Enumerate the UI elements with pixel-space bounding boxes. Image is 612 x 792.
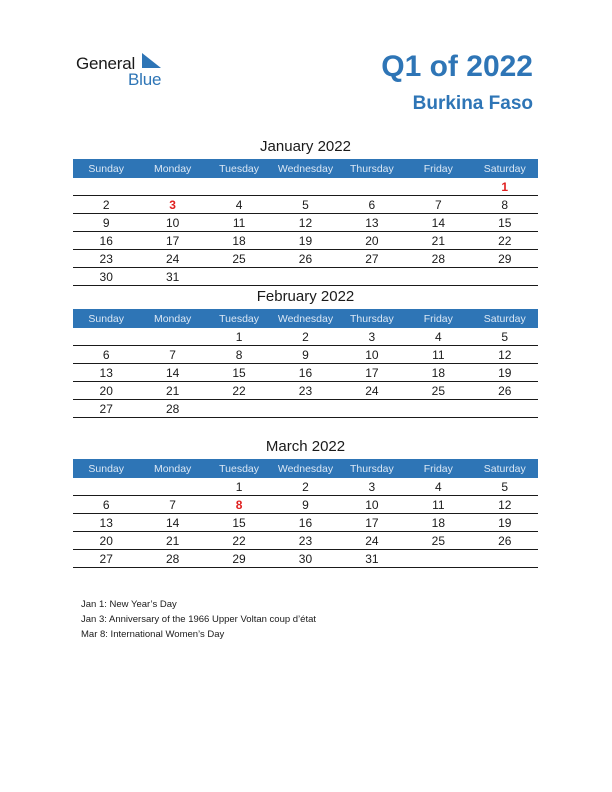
day-cell: 1 (206, 478, 272, 496)
empty-day-cell (206, 400, 272, 418)
day-cell: 26 (472, 382, 538, 400)
day-cell: 29 (206, 550, 272, 568)
day-cell: 20 (73, 532, 139, 550)
day-cell: 30 (272, 550, 338, 568)
week-row (73, 532, 538, 550)
weekday-header: Saturday (472, 459, 538, 478)
day-cell: 4 (405, 328, 471, 346)
day-cell: 1 (472, 178, 538, 196)
day-cell: 2 (73, 196, 139, 214)
day-cell: 5 (272, 196, 338, 214)
day-cell: 20 (339, 232, 405, 250)
day-cell: 10 (139, 214, 205, 232)
weekday-header: Tuesday (206, 159, 272, 178)
week-row (73, 514, 538, 532)
day-cell: 29 (472, 250, 538, 268)
day-cell: 31 (339, 550, 405, 568)
week-row (73, 214, 538, 232)
day-cell: 25 (405, 382, 471, 400)
day-cell: 9 (272, 496, 338, 514)
day-cell: 25 (206, 250, 272, 268)
calendar-grid (73, 309, 538, 418)
weekday-header: Sunday (73, 159, 139, 178)
day-cell: 24 (339, 532, 405, 550)
day-cell: 14 (139, 364, 205, 382)
day-cell: 19 (272, 232, 338, 250)
day-cell: 6 (339, 196, 405, 214)
day-cell: 12 (472, 496, 538, 514)
week-row (73, 364, 538, 382)
week-row (73, 400, 538, 418)
empty-day-cell (206, 178, 272, 196)
day-cell: 7 (139, 346, 205, 364)
day-cell: 21 (405, 232, 471, 250)
week-row (73, 550, 538, 568)
brand-word-general: General (76, 54, 136, 73)
weekday-header: Thursday (339, 159, 405, 178)
brand-logo (76, 52, 176, 92)
day-cell: 17 (139, 232, 205, 250)
day-cell: 21 (139, 382, 205, 400)
day-cell: 3 (139, 196, 205, 214)
day-cell: 16 (272, 364, 338, 382)
empty-day-cell (206, 268, 272, 286)
weekday-header: Sunday (73, 459, 139, 478)
day-cell: 16 (73, 232, 139, 250)
day-cell: 9 (73, 214, 139, 232)
day-cell: 10 (339, 496, 405, 514)
day-cell: 30 (73, 268, 139, 286)
brand-word-blue: Blue (128, 70, 162, 89)
day-cell: 28 (405, 250, 471, 268)
day-cell: 17 (339, 514, 405, 532)
weekday-header: Monday (139, 309, 205, 328)
empty-day-cell (405, 268, 471, 286)
holiday-note: Jan 1: New Year’s Day (81, 599, 177, 610)
weekday-header: Friday (405, 159, 471, 178)
empty-day-cell (405, 400, 471, 418)
day-cell: 13 (73, 364, 139, 382)
day-cell: 25 (405, 532, 471, 550)
day-cell: 8 (472, 196, 538, 214)
day-cell: 5 (472, 328, 538, 346)
flag-triangle-icon (142, 53, 162, 69)
day-cell: 20 (73, 382, 139, 400)
quarter-title: Q1 of 2022 (381, 50, 533, 83)
month-title: March 2022 (265, 438, 346, 455)
day-cell: 11 (405, 496, 471, 514)
empty-day-cell (272, 178, 338, 196)
empty-day-cell (339, 400, 405, 418)
day-cell: 4 (405, 478, 471, 496)
month-march (73, 436, 538, 568)
week-row (73, 382, 538, 400)
weekday-header-row (73, 309, 538, 328)
calendar-grid (73, 159, 538, 286)
day-cell: 26 (472, 532, 538, 550)
week-row (73, 346, 538, 364)
weekday-header: Tuesday (206, 459, 272, 478)
day-cell: 3 (339, 478, 405, 496)
day-cell: 27 (73, 550, 139, 568)
calendar-grid (73, 459, 538, 568)
day-cell: 8 (206, 346, 272, 364)
week-row (73, 478, 538, 496)
empty-day-cell (73, 178, 139, 196)
weekday-header: Saturday (472, 309, 538, 328)
day-cell: 15 (206, 514, 272, 532)
day-cell: 22 (206, 532, 272, 550)
empty-day-cell (472, 400, 538, 418)
day-cell: 27 (339, 250, 405, 268)
day-cell: 10 (339, 346, 405, 364)
empty-day-cell (339, 268, 405, 286)
day-cell: 31 (139, 268, 205, 286)
day-cell: 16 (272, 514, 338, 532)
day-cell: 11 (405, 346, 471, 364)
day-cell: 11 (206, 214, 272, 232)
holiday-notes (81, 597, 316, 642)
day-cell: 23 (272, 382, 338, 400)
day-cell: 8 (206, 496, 272, 514)
weekday-header: Monday (139, 459, 205, 478)
weekday-header: Tuesday (206, 309, 272, 328)
day-cell: 13 (339, 214, 405, 232)
empty-day-cell (73, 478, 139, 496)
day-cell: 18 (405, 364, 471, 382)
empty-day-cell (139, 478, 205, 496)
day-cell: 18 (206, 232, 272, 250)
month-title: January 2022 (260, 138, 351, 155)
day-cell: 7 (139, 496, 205, 514)
day-cell: 17 (339, 364, 405, 382)
day-cell: 14 (139, 514, 205, 532)
empty-day-cell (405, 550, 471, 568)
day-cell: 19 (472, 364, 538, 382)
month-january (73, 136, 538, 286)
day-cell: 24 (339, 382, 405, 400)
weekday-header: Friday (405, 459, 471, 478)
empty-day-cell (272, 400, 338, 418)
weekday-header: Saturday (472, 159, 538, 178)
day-cell: 13 (73, 514, 139, 532)
empty-day-cell (73, 328, 139, 346)
week-row (73, 496, 538, 514)
day-cell: 26 (272, 250, 338, 268)
day-cell: 15 (206, 364, 272, 382)
day-cell: 2 (272, 328, 338, 346)
week-row (73, 268, 538, 286)
day-cell: 15 (472, 214, 538, 232)
weekday-header: Thursday (339, 459, 405, 478)
day-cell: 7 (405, 196, 471, 214)
day-cell: 12 (272, 214, 338, 232)
day-cell: 9 (272, 346, 338, 364)
month-title: February 2022 (256, 288, 355, 305)
weekday-header-row (73, 459, 538, 478)
weekday-header: Friday (405, 309, 471, 328)
day-cell: 5 (472, 478, 538, 496)
holiday-note: Jan 3: Anniversary of the 1966 Upper Voltan coup d’état (81, 614, 317, 625)
country-name: Burkina Faso (412, 93, 533, 114)
day-cell: 28 (139, 400, 205, 418)
day-cell: 18 (405, 514, 471, 532)
empty-day-cell (472, 550, 538, 568)
weekday-header: Wednesday (272, 459, 338, 478)
day-cell: 19 (472, 514, 538, 532)
day-cell: 14 (405, 214, 471, 232)
empty-day-cell (472, 268, 538, 286)
empty-day-cell (139, 178, 205, 196)
day-cell: 4 (206, 196, 272, 214)
day-cell: 27 (73, 400, 139, 418)
empty-day-cell (405, 178, 471, 196)
holiday-note: Mar 8: International Women’s Day (81, 629, 225, 640)
day-cell: 21 (139, 532, 205, 550)
day-cell: 24 (139, 250, 205, 268)
empty-day-cell (139, 328, 205, 346)
day-cell: 2 (272, 478, 338, 496)
day-cell: 23 (272, 532, 338, 550)
day-cell: 22 (472, 232, 538, 250)
day-cell: 6 (73, 496, 139, 514)
day-cell: 3 (339, 328, 405, 346)
weekday-header: Wednesday (272, 309, 338, 328)
day-cell: 12 (472, 346, 538, 364)
day-cell: 23 (73, 250, 139, 268)
empty-day-cell (272, 268, 338, 286)
weekday-header: Wednesday (272, 159, 338, 178)
day-cell: 6 (73, 346, 139, 364)
week-row (73, 178, 538, 196)
week-row (73, 250, 538, 268)
weekday-header: Thursday (339, 309, 405, 328)
week-row (73, 328, 538, 346)
day-cell: 1 (206, 328, 272, 346)
month-february (73, 286, 538, 418)
weekday-header-row (73, 159, 538, 178)
week-row (73, 232, 538, 250)
day-cell: 28 (139, 550, 205, 568)
day-cell: 22 (206, 382, 272, 400)
weekday-header: Monday (139, 159, 205, 178)
week-row (73, 196, 538, 214)
weekday-header: Sunday (73, 309, 139, 328)
empty-day-cell (339, 178, 405, 196)
